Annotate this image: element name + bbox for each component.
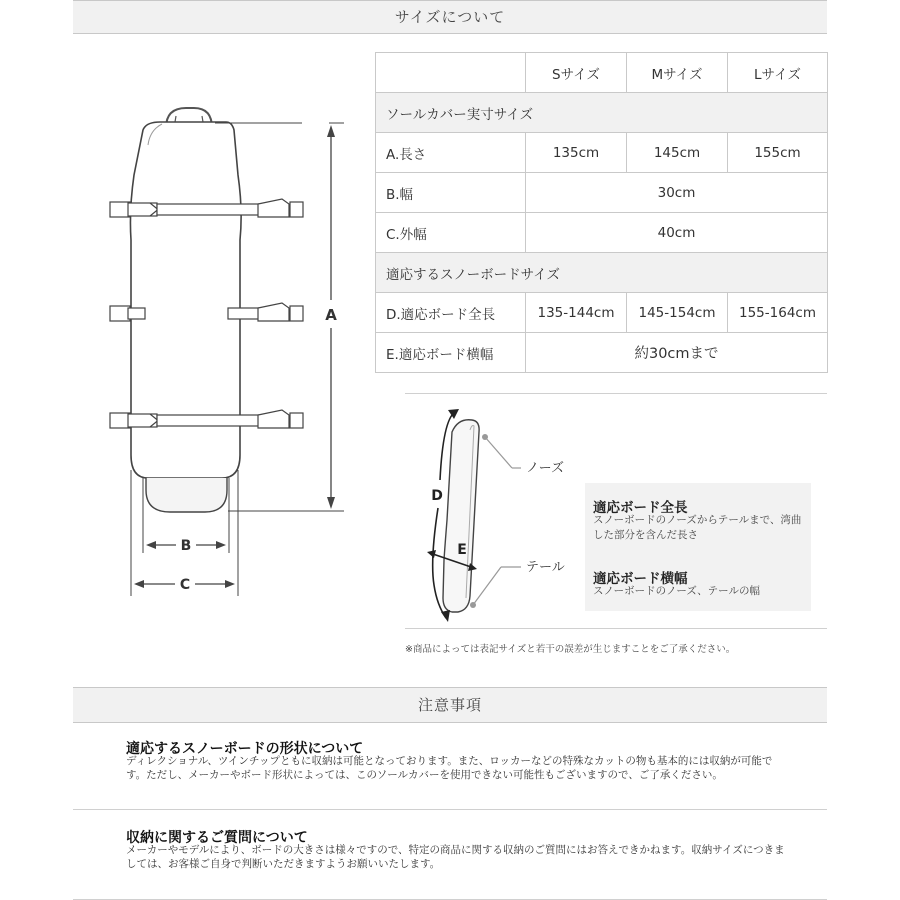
divider-line (405, 393, 827, 394)
divider-line (73, 809, 827, 810)
tail-callout (470, 560, 565, 608)
row-label: B.幅 (376, 173, 526, 213)
label-d: D (431, 488, 443, 504)
disclaimer-text: ※商品によっては表記サイズと若干の誤差が生じますことをご了承ください。 (405, 644, 736, 655)
row-label: A.長さ (376, 133, 526, 173)
table-header-row (376, 53, 828, 93)
col-s-size: Sサイズ (526, 53, 627, 93)
label-b: B (180, 538, 192, 554)
cell-value: 30cm (526, 173, 828, 213)
row-label: D.適応ボード全長 (376, 293, 526, 333)
cell-value: 155cm (728, 133, 828, 173)
snowboard-outline (443, 420, 479, 612)
col-l-size: Lサイズ (728, 53, 828, 93)
notes-section-header (73, 687, 827, 723)
cell-value: 155-164cm (728, 293, 828, 333)
notes-section-title: 注意事項 (417, 696, 482, 714)
cell-value: 約30cmまで (526, 333, 828, 373)
board-length-title: 適応ボード全長 (593, 500, 688, 516)
row-label: C.外幅 (376, 213, 526, 253)
size-section-header (73, 0, 827, 34)
divider-line (405, 628, 827, 629)
label-a: A (325, 306, 337, 324)
size-section-title: サイズについて (394, 8, 506, 26)
nose-label: ノーズ (526, 461, 564, 476)
nose-callout (482, 434, 564, 476)
label-c: C (179, 577, 191, 593)
cell-value: 135-144cm (526, 293, 627, 333)
table-row (376, 173, 828, 213)
table-section-row (376, 93, 828, 133)
cell-value: 40cm (526, 213, 828, 253)
note-body: メーカーやモデルにより、ボードの大きさは様々ですので、特定の商品に関する収納のご質問にはお答えできかねます。収納サイズにつきましては、お客様ご自身で判断いただきますようお願いいたします。 (126, 844, 785, 870)
label-e: E (457, 542, 467, 558)
sole-cover-diagram (100, 95, 360, 605)
table-corner (376, 53, 526, 93)
note-title: 適応するスノーボードの形状について (126, 741, 364, 757)
note-title: 収納に関するご質問について (126, 830, 308, 846)
row-label: E.適応ボード横幅 (376, 333, 526, 373)
board-width-title: 適応ボード横幅 (593, 571, 688, 587)
cell-value: 135cm (526, 133, 627, 173)
note-body: ディレクショナル、ツインチップともに収納は可能となっております。また、ロッカーなどの特殊なカットの物も基本的には収納が可能です。ただし、メーカーやボード形状によっては、このソールカバーを使用できない可能性もございますので、ご了承ください。 (126, 755, 773, 781)
table-section-row (376, 253, 828, 293)
tail-label: テール (526, 560, 565, 575)
table-row (376, 213, 828, 253)
bottom-pocket (146, 478, 227, 512)
board-width-desc: スノーボードのノーズ、テールの幅 (593, 585, 760, 597)
section-board-size: 適応するスノーボードサイズ (376, 253, 828, 293)
cell-value: 145cm (627, 133, 728, 173)
section-sole-cover-size: ソールカバー実寸サイズ (376, 93, 828, 133)
table-row (376, 133, 828, 173)
snowboard-diagram (405, 398, 585, 628)
table-row (376, 293, 828, 333)
board-length-desc: スノーボードのノーズからテールまで、湾曲した部分を含んだ長さ (593, 514, 802, 541)
col-m-size: Mサイズ (627, 53, 728, 93)
table-row (376, 333, 828, 373)
cell-value: 145-154cm (627, 293, 728, 333)
board-size-info-box (585, 483, 811, 611)
size-spec-table (375, 52, 828, 373)
